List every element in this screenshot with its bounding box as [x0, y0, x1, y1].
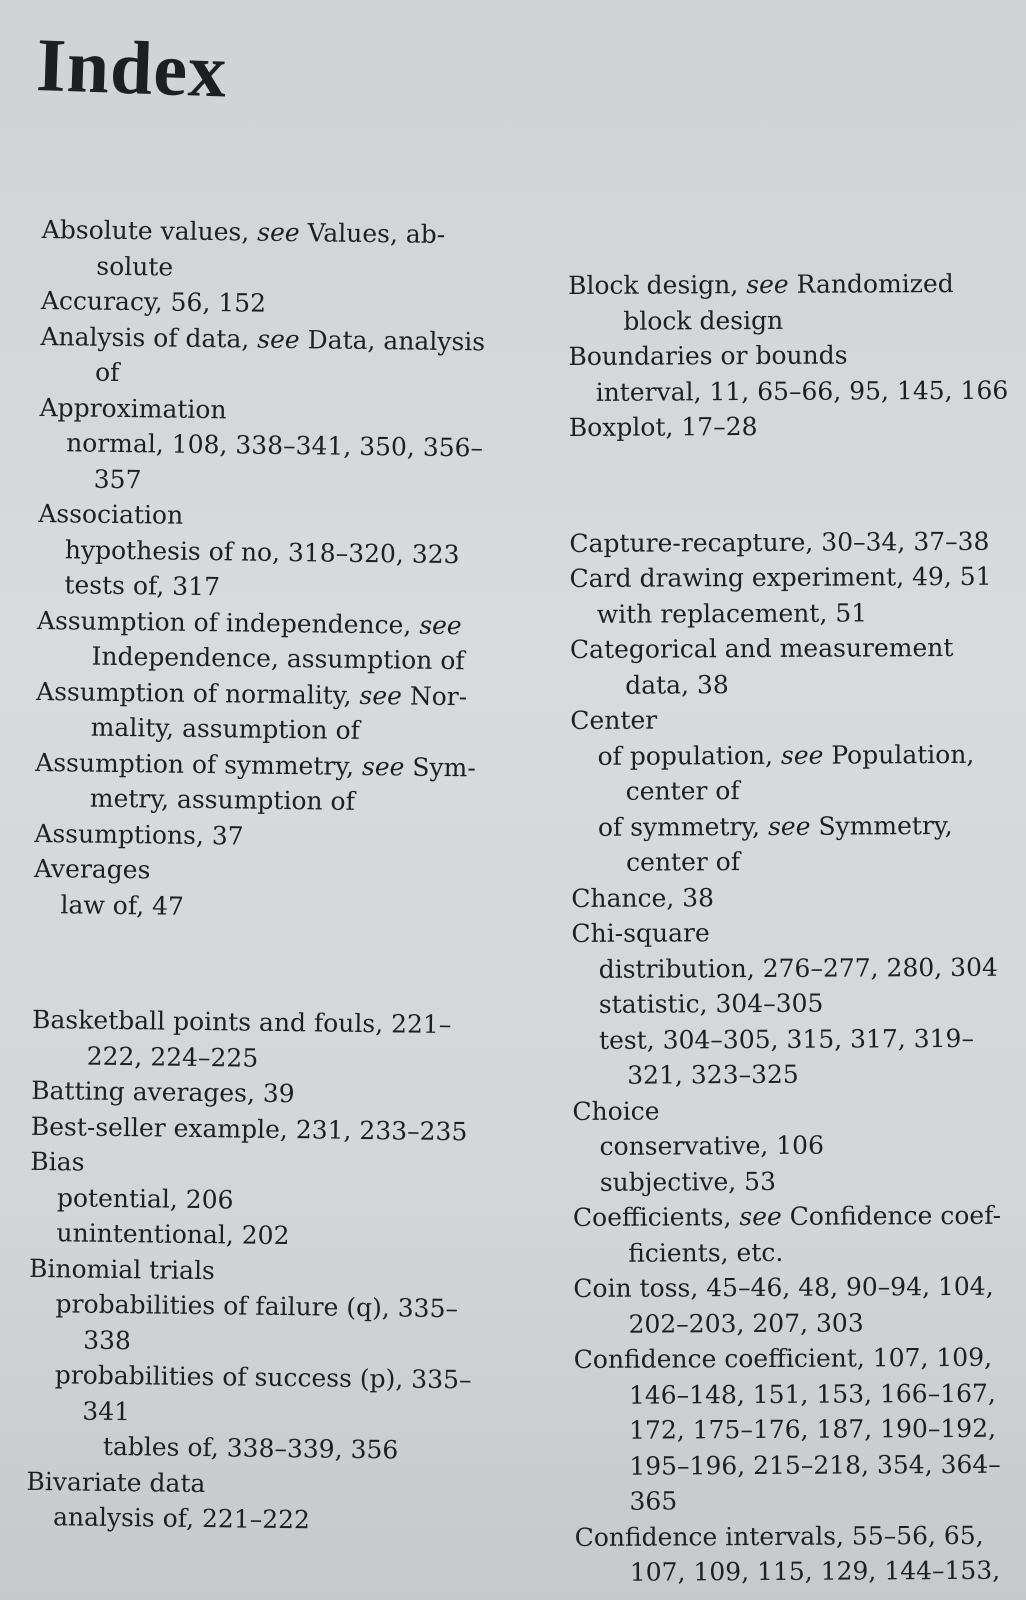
see-target: Values, ab-solute	[96, 218, 446, 282]
index-entry	[571, 914, 1011, 952]
see-target: Independence, assumption of	[91, 641, 465, 676]
entry-text: of symmetry,	[597, 811, 769, 842]
see-reference: see	[767, 811, 811, 841]
index-entry	[29, 1250, 499, 1291]
index-entry	[575, 1517, 1015, 1590]
entry-text: probabilities of failure (q), 335–338	[55, 1289, 459, 1355]
index-subentry	[38, 531, 508, 572]
index-entry	[35, 744, 506, 821]
see-reference: see	[257, 324, 300, 354]
index-subentry	[572, 949, 1012, 987]
index-entry	[26, 1463, 496, 1504]
index-entry	[38, 496, 508, 537]
entry-text: unintentional, 202	[56, 1218, 290, 1251]
index-subentry	[37, 567, 507, 608]
entry-text: Best-seller example, 231, 233–235	[30, 1111, 468, 1146]
entry-text: Approximation	[39, 392, 227, 424]
index-entry	[35, 673, 506, 750]
entry-text: Boundaries or bounds	[568, 340, 848, 371]
entry-text: Bivariate data	[26, 1466, 206, 1498]
index-column-left	[26, 212, 512, 1540]
entry-text: Basketball points and fouls, 221–222, 224–225	[31, 1004, 452, 1073]
entry-text: potential, 206	[56, 1182, 234, 1214]
see-reference: see	[419, 610, 462, 640]
index-entry	[570, 559, 1010, 597]
see-reference: see	[361, 751, 405, 781]
entry-text: Association	[38, 498, 184, 530]
entry-text: Assumption of symmetry,	[35, 747, 363, 781]
see-target: Population, center of	[625, 739, 975, 806]
index-entry	[34, 815, 504, 856]
index-entry	[570, 701, 1010, 739]
entry-text: Confidence coefficient, 107, 109, 146–148, 151, 153, 166–167, 172, 175–176, 187, 190–192, 195–196, 215–218, 354, 364–365	[573, 1342, 1001, 1516]
index-subentry	[26, 1499, 496, 1540]
entry-text: Card drawing experiment, 49, 51	[569, 561, 992, 593]
index-subentry	[29, 1215, 499, 1256]
entry-text: Coin toss, 45–46, 48, 90–94, 104, 202–203, 207, 303	[573, 1271, 994, 1339]
entry-text: Capture-recapture, 30–34, 37–38	[569, 526, 990, 558]
index-subentry	[33, 886, 503, 927]
entry-text: Binomial trials	[28, 1253, 216, 1285]
entry-text: Bias	[30, 1146, 85, 1177]
see-target: Confidence coef-ficients, etc.	[628, 1200, 1002, 1268]
index-subentry	[573, 1127, 1013, 1165]
entry-text: subjective, 53	[599, 1166, 777, 1197]
index-subentry	[571, 807, 1011, 880]
entry-text: Choice	[572, 1096, 660, 1126]
entry-text: analysis of, 221–222	[52, 1502, 311, 1535]
entry-text: of population,	[597, 740, 782, 771]
entry-text: Batting averages, 39	[31, 1075, 295, 1109]
entry-text: Assumption of normality,	[35, 676, 360, 710]
entry-text: statistic, 304–305	[598, 988, 824, 1019]
index-entry	[31, 1073, 501, 1114]
index-subentry	[572, 1020, 1012, 1093]
entry-text: Absolute values,	[41, 214, 258, 247]
entry-text: test, 304–305, 315, 317, 319–321, 323–325	[598, 1023, 975, 1090]
entry-text: Block design,	[568, 270, 747, 300]
index-entry	[572, 1091, 1012, 1129]
entry-text: normal, 108, 338–341, 350, 356–357	[66, 428, 484, 494]
entry-text: interval, 11, 65–66, 95, 145, 166	[595, 375, 1009, 407]
entry-text: Chance, 38	[571, 882, 715, 913]
index-subentry	[573, 1162, 1013, 1200]
index-subentry	[570, 594, 1010, 632]
page-title: Index	[35, 22, 229, 114]
index-subentry	[572, 985, 1012, 1023]
see-reference: see	[780, 740, 824, 770]
index-entry	[569, 408, 1009, 446]
entry-text: Chi-square	[571, 918, 710, 948]
index-entry	[571, 878, 1011, 916]
entry-text: Assumption of independence,	[36, 605, 420, 640]
entry-text: Coefficients,	[572, 1202, 740, 1232]
index-entry	[568, 337, 1008, 375]
index-entry	[573, 1198, 1013, 1271]
see-reference: see	[746, 269, 789, 300]
entry-text: Accuracy, 56, 152	[40, 285, 267, 318]
index-entry	[570, 630, 1010, 703]
entry-text: tests of, 317	[64, 570, 221, 602]
index-entry	[568, 266, 1008, 339]
index-entry	[40, 318, 511, 395]
entry-text: Categorical and measurement data, 38	[569, 632, 954, 700]
entry-text: Averages	[33, 853, 151, 885]
entry-text: distribution, 276–277, 280, 304	[598, 952, 998, 984]
index-entry	[31, 1108, 501, 1149]
entry-text: law of, 47	[60, 889, 185, 921]
entry-text: hypothesis of no, 318–320, 323	[64, 534, 460, 569]
entry-gap	[33, 947, 503, 983]
see-target: Randomized block design	[623, 268, 954, 336]
entry-text: Center	[570, 705, 658, 735]
see-target: Data, analysis of	[94, 324, 486, 387]
entry-text: Confidence intervals, 55–56, 65, 107, 109, 115, 129, 144–153,	[574, 1520, 1001, 1587]
index-subentry	[28, 1286, 499, 1363]
see-reference: see	[739, 1201, 782, 1232]
entry-text: tables of, 338–339, 356	[102, 1431, 399, 1465]
entry-text: conservative, 106	[599, 1130, 825, 1161]
entry-text: Analysis of data,	[40, 321, 258, 354]
entry-text: Boxplot, 17–28	[568, 412, 758, 442]
see-target: Symmetry, center of	[626, 810, 953, 877]
index-entry	[36, 602, 507, 679]
index-subentry	[569, 372, 1009, 410]
entry-text: Assumptions, 37	[34, 818, 244, 851]
entry-gap	[569, 468, 1009, 500]
see-target: Sym-metry, assumption of	[89, 751, 476, 816]
index-subentry	[30, 1179, 500, 1220]
index-entry	[569, 523, 1009, 561]
index-subentry	[27, 1428, 497, 1469]
index-entry	[41, 283, 511, 324]
index-subentry	[27, 1357, 498, 1434]
index-entry	[573, 1269, 1013, 1342]
index-entry	[30, 1144, 500, 1185]
index-entry	[31, 1002, 502, 1079]
see-reference: see	[257, 217, 300, 248]
index-entry	[39, 389, 509, 430]
index-subentry	[570, 736, 1010, 809]
entry-text: with replacement, 51	[596, 597, 868, 629]
see-target: Nor-mality, assumption of	[90, 680, 468, 745]
index-entry	[41, 212, 512, 289]
index-entry	[574, 1340, 1015, 1520]
index-column-right	[568, 266, 1015, 1591]
see-reference: see	[359, 680, 403, 710]
index-entry	[34, 851, 504, 892]
entry-text: probabilities of success (p), 335–341	[54, 1360, 472, 1426]
index-subentry	[39, 425, 510, 502]
